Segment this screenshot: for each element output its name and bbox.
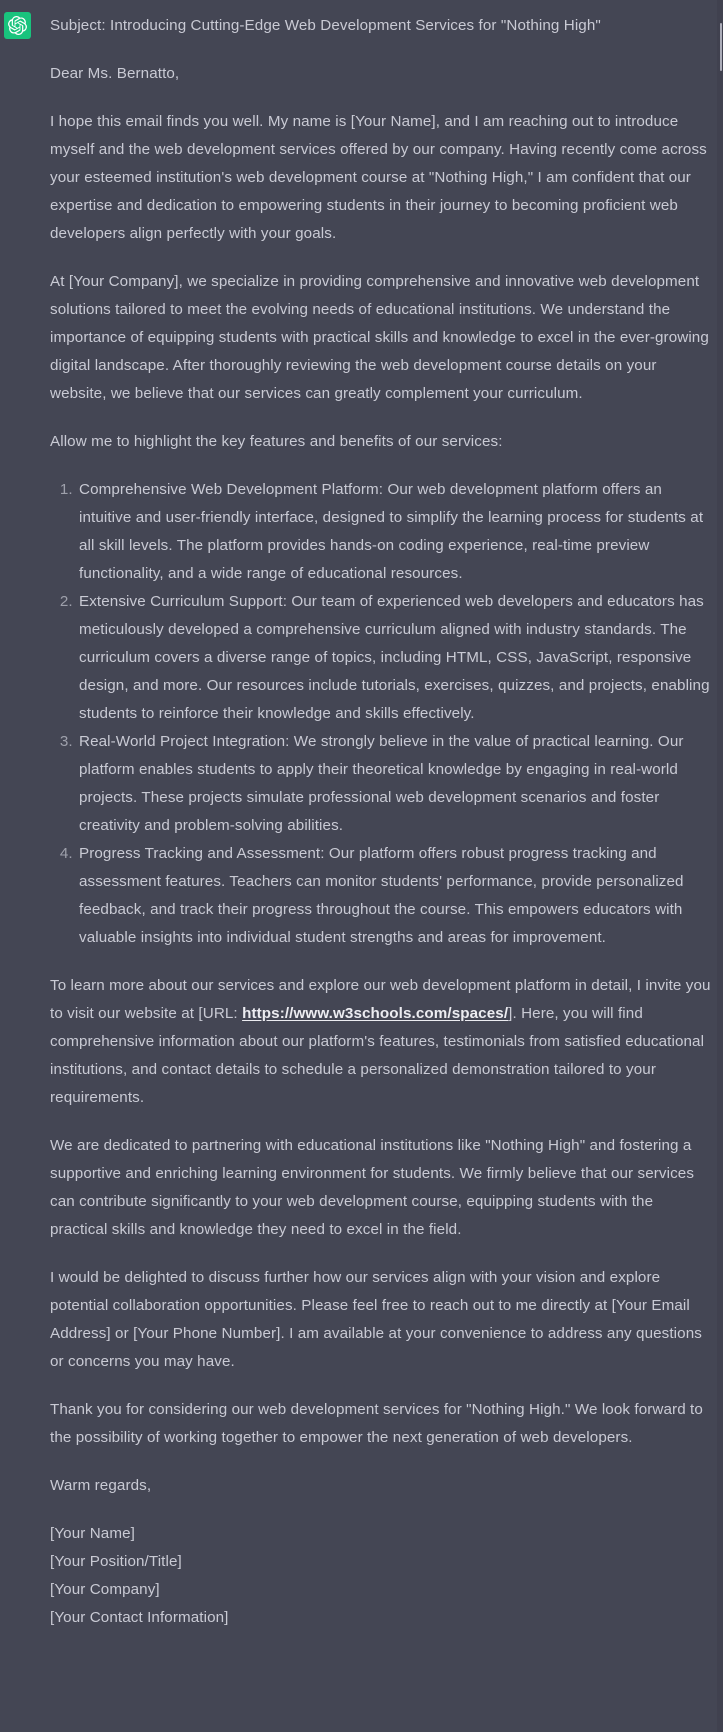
email-list-intro: Allow me to highlight the key features and benefits of our services: [50, 433, 503, 450]
feature-item-progress: 4. Progress Tracking and Assessment: Our platform offers robust progress tracking and assessment features. Teachers can monitor students' performance, provide personalized feedback, and track their progress throughout the course. This empowers educators with valuable insights into individual student strengths and areas for improvement. [77, 840, 711, 952]
email-paragraph-intro-1: I hope this email finds you well. My name is [Your Name], and I am reaching out to introduce myself and the web development services offered by our company. Having recently come across your esteemed institution's web development course at "Nothing High," I am confident that our expertise and dedication to empowering students in their journey to becoming proficient web developers align perfectly with your goals. [50, 113, 707, 242]
email-paragraph-thanks: Thank you for considering our web development services for "Nothing High." We look forward to the possibility of working together to empower the next generation of web developers. [50, 1401, 703, 1446]
link-paragraph-after-text: ]. Here, you will find comprehensive information about our platform's features, testimonials from satisfied educational institutions, and contact details to schedule a personalized demonstration tailored to your requirements. [50, 1005, 705, 1106]
signature-contact-line: [Your Contact Information] [50, 1609, 229, 1626]
email-closing: Warm regards, [50, 1477, 152, 1494]
email-signature-block [50, 1520, 711, 1632]
email-subject-line: Subject: Introducing Cutting-Edge Web Development Services for "Nothing High" [50, 17, 601, 34]
email-greeting: Dear Ms. Bernatto, [50, 65, 180, 82]
signature-position-line: [Your Position/Title] [50, 1553, 182, 1570]
message-content [50, 0, 711, 1652]
w3schools-spaces-link[interactable]: https://www.w3schools.com/spaces/ [242, 1005, 509, 1022]
link-paragraph-before-text: To learn more about our services and explore our web development platform in detail, I invite you to visit our website at [URL: [50, 977, 711, 1022]
signature-company-line: [Your Company] [50, 1581, 160, 1598]
scrollbar-thumb[interactable] [720, 23, 722, 71]
scrollbar-track [717, 0, 723, 1732]
email-paragraph-partnering: We are dedicated to partnering with educational institutions like "Nothing High" and fostering a supportive and enriching learning environment for students. We firmly believe that our services can contribute significantly to your web development course, equipping students with the practical skills and knowledge they need to excel in the field. [50, 1137, 695, 1238]
email-feature-list [50, 476, 711, 952]
signature-name-line: [Your Name] [50, 1525, 135, 1542]
email-paragraph-collaboration: I would be delighted to discuss further how our services align with your vision and explore potential collaboration opportunities. Please feel free to reach out to me directly at [Your Email Address] or [Your Phone Number]. I am available at your convenience to address any questions or concerns you may have. [50, 1269, 702, 1370]
email-paragraph-intro-2: At [Your Company], we specialize in providing comprehensive and innovative web development solutions tailored to meet the evolving needs of educational institutions. We understand the importance of equipping students with practical skills and knowledge to excel in the ever-growing digital landscape. After thoroughly reviewing the web development course details on your website, we believe that our services can greatly complement your curriculum. [50, 273, 709, 402]
assistant-avatar [4, 12, 31, 39]
feature-item-platform: 1. Comprehensive Web Development Platform: Our web development platform offers an intuitive and user-friendly interface, designed to simplify the learning process for students at all skill levels. The platform provides hands-on coding experience, real-time preview functionality, and a wide range of educational resources. [77, 476, 711, 588]
feature-item-projects: 3. Real-World Project Integration: We strongly believe in the value of practical learning. Our platform enables students to apply their theoretical knowledge by engaging in real-world projects. These projects simulate professional web development scenarios and foster creativity and problem-solving abilities. [77, 728, 711, 840]
email-paragraph-link [50, 972, 711, 1112]
feature-item-curriculum: 2. Extensive Curriculum Support: Our team of experienced web developers and educators has meticulously developed a comprehensive curriculum aligned with industry standards. The curriculum covers a diverse range of topics, including HTML, CSS, JavaScript, responsive design, and more. Our resources include tutorials, exercises, quizzes, and projects, enabling students to reinforce their knowledge and skills effectively. [77, 588, 711, 728]
openai-logo-icon [8, 16, 27, 35]
